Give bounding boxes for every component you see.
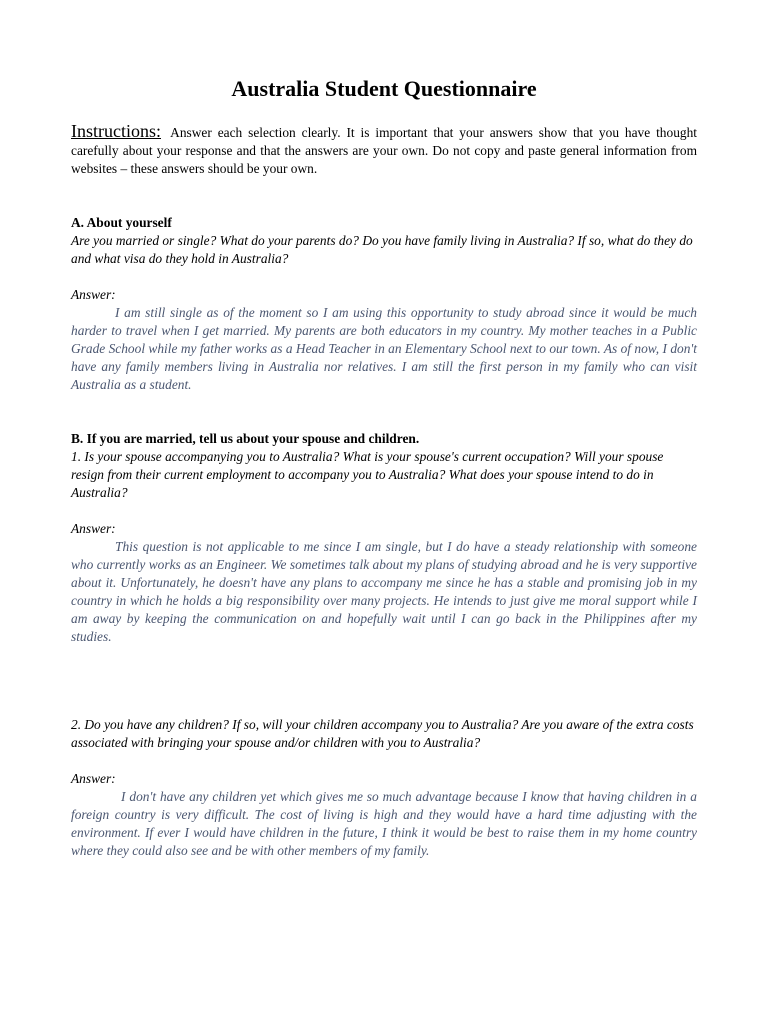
page-title: Australia Student Questionnaire: [231, 76, 537, 101]
section-b-answer-2: I don't have any children yet which gives me so much advantage because I know that having children in a foreign country is very difficult. The cost of living is high and they would have a hard time adjusting with the environment. If ever I would have children in the future, I think it would be best to raise them in my home country where they could also see and be with other members of my family.: [71, 789, 697, 858]
document-page: [71, 76, 697, 860]
section-b-question-1: 1. Is your spouse accompanying you to Australia? What is your spouse's current occupation? Will your spouse resign from their current employment to accompany you to Australia? What does your spouse intend to do in Australia?: [71, 449, 664, 500]
instructions-text: Answer each selection clearly. It is important that your answers show that you have thought carefully about your response and that the answers are your own. Do not copy and paste general information from websites – these answers should be your own.: [71, 125, 698, 176]
instructions-label: Instructions:: [71, 121, 161, 141]
section-b-answer-2-label: Answer:: [71, 771, 116, 786]
section-b-answer-1: This question is not applicable to me since I am single, but I do have a steady relationship with someone who currently works as an Engineer. We sometimes talk about my plans of studying abroad and he is very supportive about it. Unfortunately, he doesn't have any plans to accompany me since he has a stable and promising job in my country in which he holds a big responsibility over many projects. He intends to just give me moral support while I am away by keeping the communication on and hopefully wait until I can go back in the Philippines after my studies.: [71, 539, 697, 644]
section-a-answer: I am still single as of the moment so I am using this opportunity to study abroad since it would be much harder to travel when I get married. My parents are both educators in my country. My mother teaches in a Public Grade School while my father works as a Head Teacher in an Elementary School next to our town. As of now, I don't have any family members living in Australia nor relatives. I am still the first person in my family who can visit Australia as a student.: [71, 305, 697, 392]
instructions-paragraph: [71, 122, 697, 178]
section-b-heading: B. If you are married, tell us about your spouse and children.: [71, 431, 420, 446]
section-b-answer-1-label: Answer:: [71, 521, 116, 536]
section-a-heading: A. About yourself: [71, 215, 172, 230]
section-b-question-2: 2. Do you have any children? If so, will your children accompany you to Australia? Are you aware of the extra costs associated with bringing your spouse and/or children with you to Australia?: [71, 717, 694, 750]
section-a-question: Are you married or single? What do your parents do? Do you have family living in Australia? If so, what do they do and what visa do they hold in Australia?: [71, 233, 693, 266]
section-a-answer-label: Answer:: [71, 287, 116, 302]
